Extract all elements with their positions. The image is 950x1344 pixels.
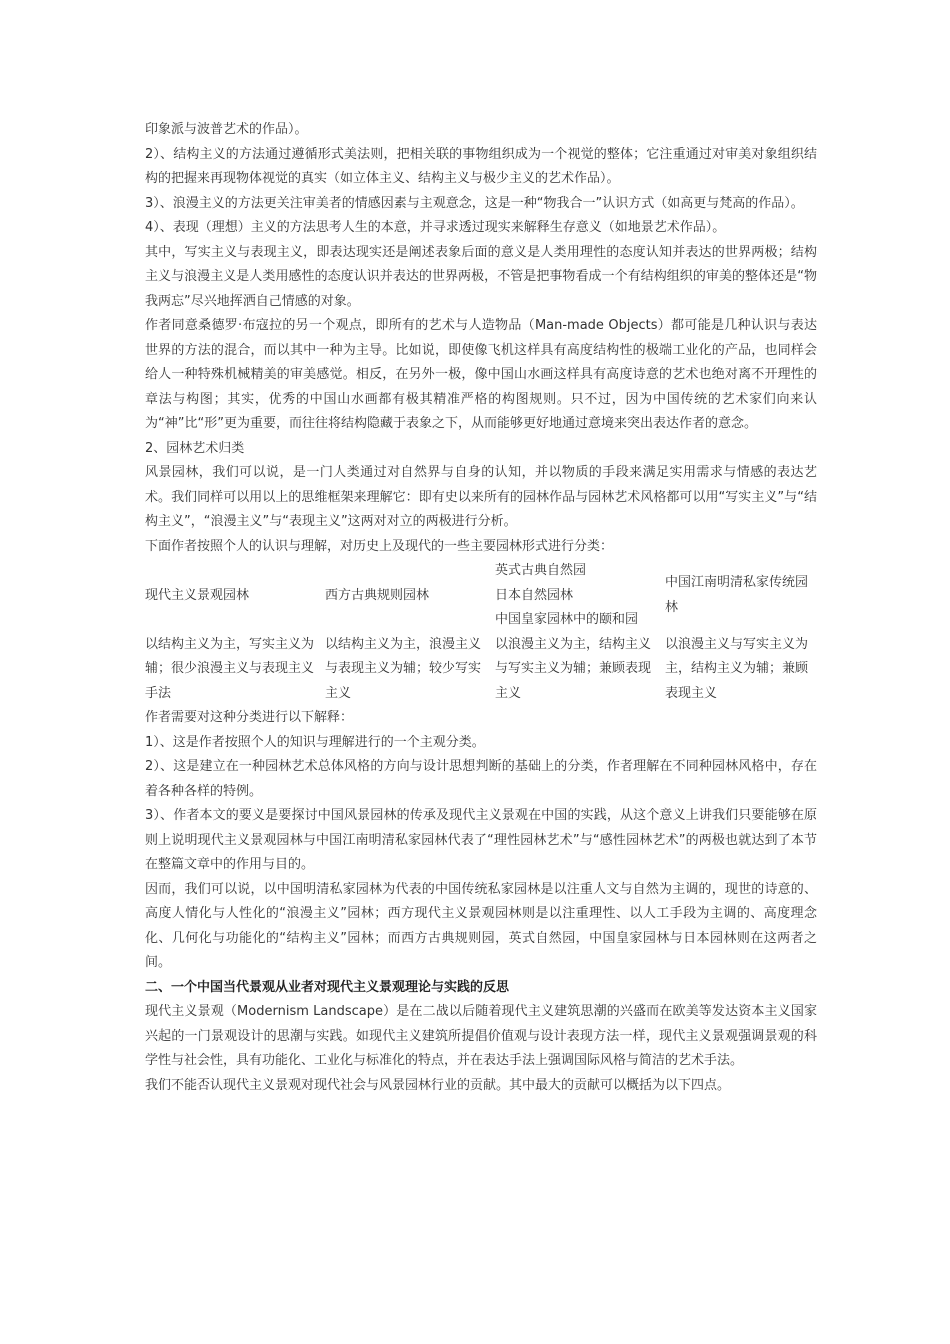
paragraph: 现代主义景观（Modernism Landscape）是在二战以后随着现代主义建筑思潮的兴盛而在欧美等发达资本主义国家兴起的一门景观设计的思潮与实践。如现代主义建筑所提倡价值观与设计表现方法一样，现代主义景观强调景观的科学性与社会性，具有功能化、工业化与标准化的特点，并在表达手法上强调国际风格与简洁的艺术手法。 xyxy=(145,1004,817,1068)
section-heading: 二、一个中国当代景观从业者对现代主义景观理论与实践的反思 xyxy=(145,979,510,995)
garden-classification-table xyxy=(145,559,817,706)
paragraph: 作者需要对这种分类进行以下解释： xyxy=(145,710,354,725)
paragraph: 3）、作者本文的要义是要探讨中国风景园林的传承及现代主义景观在中国的实践，从这个意义上讲我们只要能够在原则上说明现代主义景观园林与中国江南明清私家园林代表了“理性园林艺术”与“感性园林艺术”的两极也就达到了本节在整篇文章中的作用与目的。 xyxy=(145,808,817,872)
paragraph: 4）、表现（理想）主义的方法思考人生的本意，并寻求透过现实来解释生存意义（如地景艺术作品）。 xyxy=(145,220,726,235)
table-cell: 中国江南明清私家传统园林 xyxy=(665,575,809,615)
table-header-row xyxy=(145,559,817,633)
paragraph: 因而，我们可以说，以中国明清私家园林为代表的中国传统私家园林是以注重人文与自然为主调的，现世的诗意的、高度人情化与人性化的“浪漫主义”园林；西方现代主义景观园林则是以注重理性、以人工手段为主调的、高度理念化、几何化与功能化的“结构主义”园林；而西方古典规则园，英式自然园，中国皇家园林与日本园林则在这两者之间。 xyxy=(145,881,817,970)
table-cell: 西方古典规则园林 xyxy=(325,587,430,603)
document-page xyxy=(145,118,817,1098)
paragraph: 2）、这是建立在一种园林艺术总体风格的方向与设计思想判断的基础上的分类，作者理解在不同种园林风格中，存在着各种各样的特例。 xyxy=(145,759,817,799)
table-row xyxy=(145,633,817,707)
paragraph: 我们不能否认现代主义景观对现代社会与风景园林行业的贡献。其中最大的贡献可以概括为以下四点。 xyxy=(145,1077,731,1093)
table-cell xyxy=(495,559,665,633)
table-cell-line: 英式古典自然园 xyxy=(495,563,587,578)
table-cell: 以浪漫主义与写实主义为主，结构主义为辅；兼顾表现主义 xyxy=(665,636,809,701)
table-cell: 以结构主义为主，浪漫主义与表现主义为辅；较少写实主义 xyxy=(325,636,482,701)
paragraph: 印象派与波普艺术的作品）。 xyxy=(145,122,308,137)
table-cell-line: 日本自然园林 xyxy=(495,587,574,603)
paragraph: 1）、这是作者按照个人的知识与理解进行的一个主观分类。 xyxy=(145,734,485,750)
paragraph: 风景园林，我们可以说，是一门人类通过对自然界与自身的认知，并以物质的手段来满足实用需求与情感的表达艺术。我们同样可以用以上的思维框架来理解它：即有史以来所有的园林作品与园林艺术风格都可以用“写实主义”与“结构主义”，“浪漫主义”与“表现主义”这两对对立的两极进行分析。 xyxy=(145,465,817,529)
table-cell: 以结构主义为主，写实主义为辅；很少浪漫主义与表现主义手法 xyxy=(145,636,315,701)
paragraph: 其中，写实主义与表现主义，即表达现实还是阐述表象后面的意义是人类用理性的态度认知并表达的世界两极；结构主义与浪漫主义是人类用感性的态度认识并表达的世界两极，不管是把事物看成一个有结构组织的审美的整体还是“物我两忘”尽兴地挥洒自己情感的对象。 xyxy=(145,244,817,309)
paragraph: 3）、浪漫主义的方法更关注审美者的情感因素与主观意念，这是一种“物我合一”认识方式（如高更与梵高的作品）。 xyxy=(145,195,804,211)
paragraph: 作者同意桑德罗·布寇拉的另一个观点，即所有的艺术与人造物品（Man-made Objects）都可能是几种认识与表达世界的方法的混合，而以其中一种为主导。比如说，即使像飞机这样具有高度结构性的极端工业化的产品，也同样会给人一种特殊机械精美的审美感觉。相反，在另外一极，像中国山水画这样具有高度诗意的艺术也绝对离不开理性的章法与构图；其实，优秀的中国山水画都有极其精准严格的构图规则。只不过，因为中国传统的艺术家们向来认为“神”比“形”更为重要，而往往将结构隐藏于表象之下，从而能够更好地通过意境来突出表达作者的意念。 xyxy=(145,318,817,431)
paragraph: 下面作者按照个人的认识与理解，对历史上及现代的一些主要园林形式进行分类： xyxy=(145,538,614,554)
table-cell: 以浪漫主义为主，结构主义与写实主义为辅；兼顾表现主义 xyxy=(495,636,652,701)
subsection-heading: 2、园林艺术归类 xyxy=(145,440,245,456)
table-cell-line: 中国皇家园林中的颐和园 xyxy=(495,612,639,627)
paragraph: 2）、结构主义的方法通过遵循形式美法则，把相关联的事物组织成为一个视觉的整体；它注重通过对审美对象组织结构的把握来再现物体视觉的真实（如立体主义、结构主义与极少主义的艺术作品）。 xyxy=(145,146,817,186)
table-cell: 现代主义景观园林 xyxy=(145,587,250,603)
